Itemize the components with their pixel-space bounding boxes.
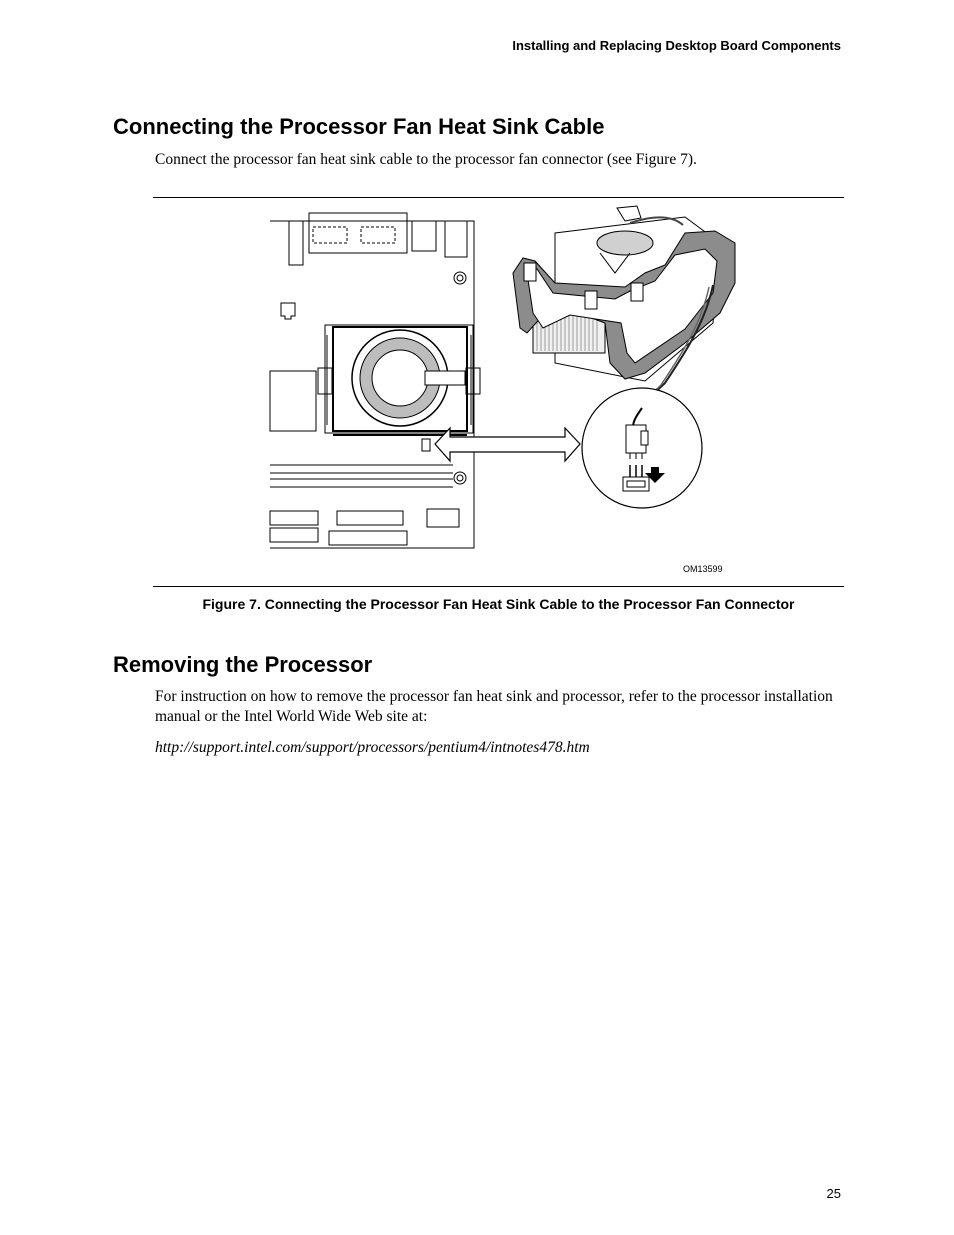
- connector-detail: [582, 388, 702, 508]
- support-url[interactable]: http://support.intel.com/support/processors/pentium4/intnotes478.htm: [155, 739, 590, 756]
- section-paragraph-connecting-cable: Connect the processor fan heat sink cable to the processor fan connector (see Figure 7).: [155, 151, 697, 168]
- fan-connector-illustration: [265, 203, 745, 553]
- running-header: Installing and Replacing Desktop Board Components: [512, 38, 841, 53]
- section-heading-removing-processor: Removing the Processor: [113, 652, 373, 677]
- section-heading-connecting-cable: Connecting the Processor Fan Heat Sink Cable: [113, 114, 605, 139]
- figure-caption: Figure 7. Connecting the Processor Fan Heat Sink Cable to the Processor Fan Connector: [202, 596, 795, 612]
- figure-id: OM13599: [683, 564, 723, 574]
- page-number: 25: [826, 1186, 841, 1201]
- figure-top-rule: [153, 197, 844, 198]
- motherboard-diagram: [270, 213, 480, 548]
- section-paragraph-removing-processor: For instruction on how to remove the processor fan heat sink and processor, refer to the processor installation manual or the Intel World Wide Web site at:: [155, 688, 833, 725]
- figure-bottom-rule: [153, 586, 844, 587]
- heatsink-assembly: [513, 206, 735, 411]
